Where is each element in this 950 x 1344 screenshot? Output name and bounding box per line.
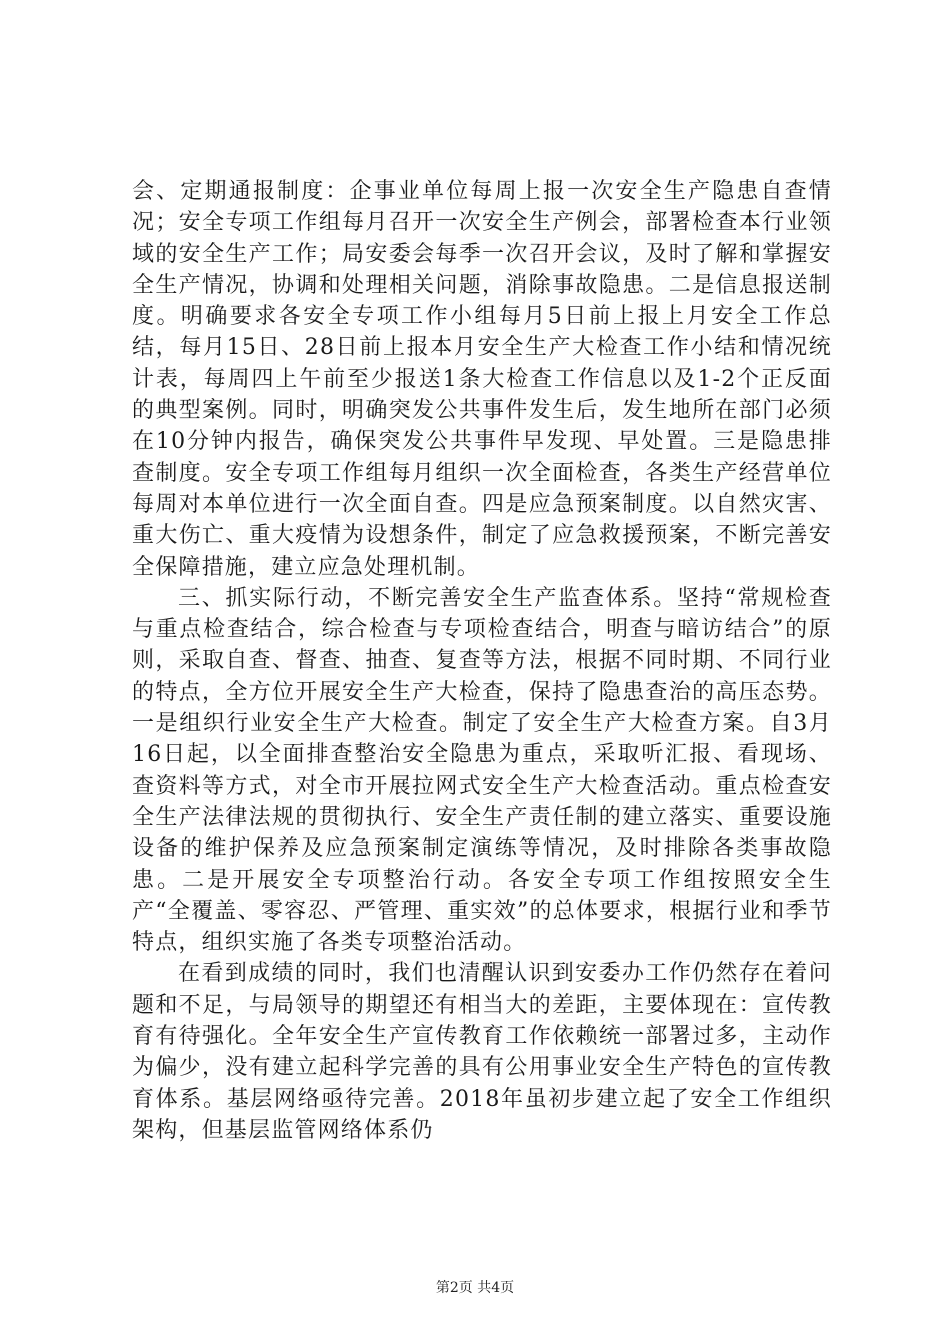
- paragraph-section-three: 三、抓实际行动，不断完善安全生产监查体系。坚持“常规检查与重点检查结合，综合检查与专项检查结合，明查与暗访结合”的原则，采取自查、督查、抽查、复查等方法，根据不同时期、不同行业的特点，全方位开展安全生产大检查，保持了隐患查治的高压态势。一是组织行业安全生产大检查。制定了安全生产大检查方案。自3月16日起，以全面排查整治安全隐患为重点，采取听汇报、看现场、查资料等方式，对全市开展拉网式安全生产大检查活动。重点检查安全生产法律法规的贯彻执行、安全生产责任制的建立落实、重要设施设备的维护保养及应急预案制定演练等情况，及时排除各类事故隐患。二是开展安全专项整治行动。各安全专项工作组按照安全生产“全覆盖、零容忍、严管理、重实效”的总体要求，根据行业和季节特点，组织实施了各类专项整治活动。: [132, 585, 832, 956]
- paragraph-continuation: 会、定期通报制度：企事业单位每周上报一次安全生产隐患自查情况；安全专项工作组每月召开一次安全生产例会，部署检查本行业领域的安全生产工作；局安委会每季一次召开会议，及时了解和掌握安全生产情况，协调和处理相关问题，消除事故隐患。二是信息报送制度。明确要求各安全专项工作小组每月5日前上报上月安全工作总结，每月15日、28日前上报本月安全生产大检查工作小结和情况统计表，每周四上午前至少报送1条大检查工作信息以及1-2个正反面的典型案例。同时，明确突发公共事件发生后，发生地所在部门必须在10分钟内报告，确保突发公共事件早发现、早处置。三是隐患排查制度。安全专项工作组每月组织一次全面检查，各类生产经营单位每周对本单位进行一次全面自查。四是应急预案制度。以自然灾害、重大伤亡、重大疫情为设想条件，制定了应急救援预案，不断完善安全保障措施，建立应急处理机制。: [132, 179, 832, 580]
- document-body: [132, 176, 832, 1146]
- paragraph-shortcomings: 在看到成绩的同时，我们也清醒认识到安委办工作仍然存在着问题和不足，与局领导的期望还有相当大的差距，主要体现在：宣传教育有待强化。全年安全生产宣传教育工作依赖统一部署过多，主动作为偏少，没有建立起科学完善的具有公用事业安全生产特色的宣传教育体系。基层网络亟待完善。2018年虽初步建立起了安全工作组织架构，但基层监管网络体系仍: [132, 961, 832, 1143]
- page-footer: 第2页 共4页: [435, 1280, 515, 1296]
